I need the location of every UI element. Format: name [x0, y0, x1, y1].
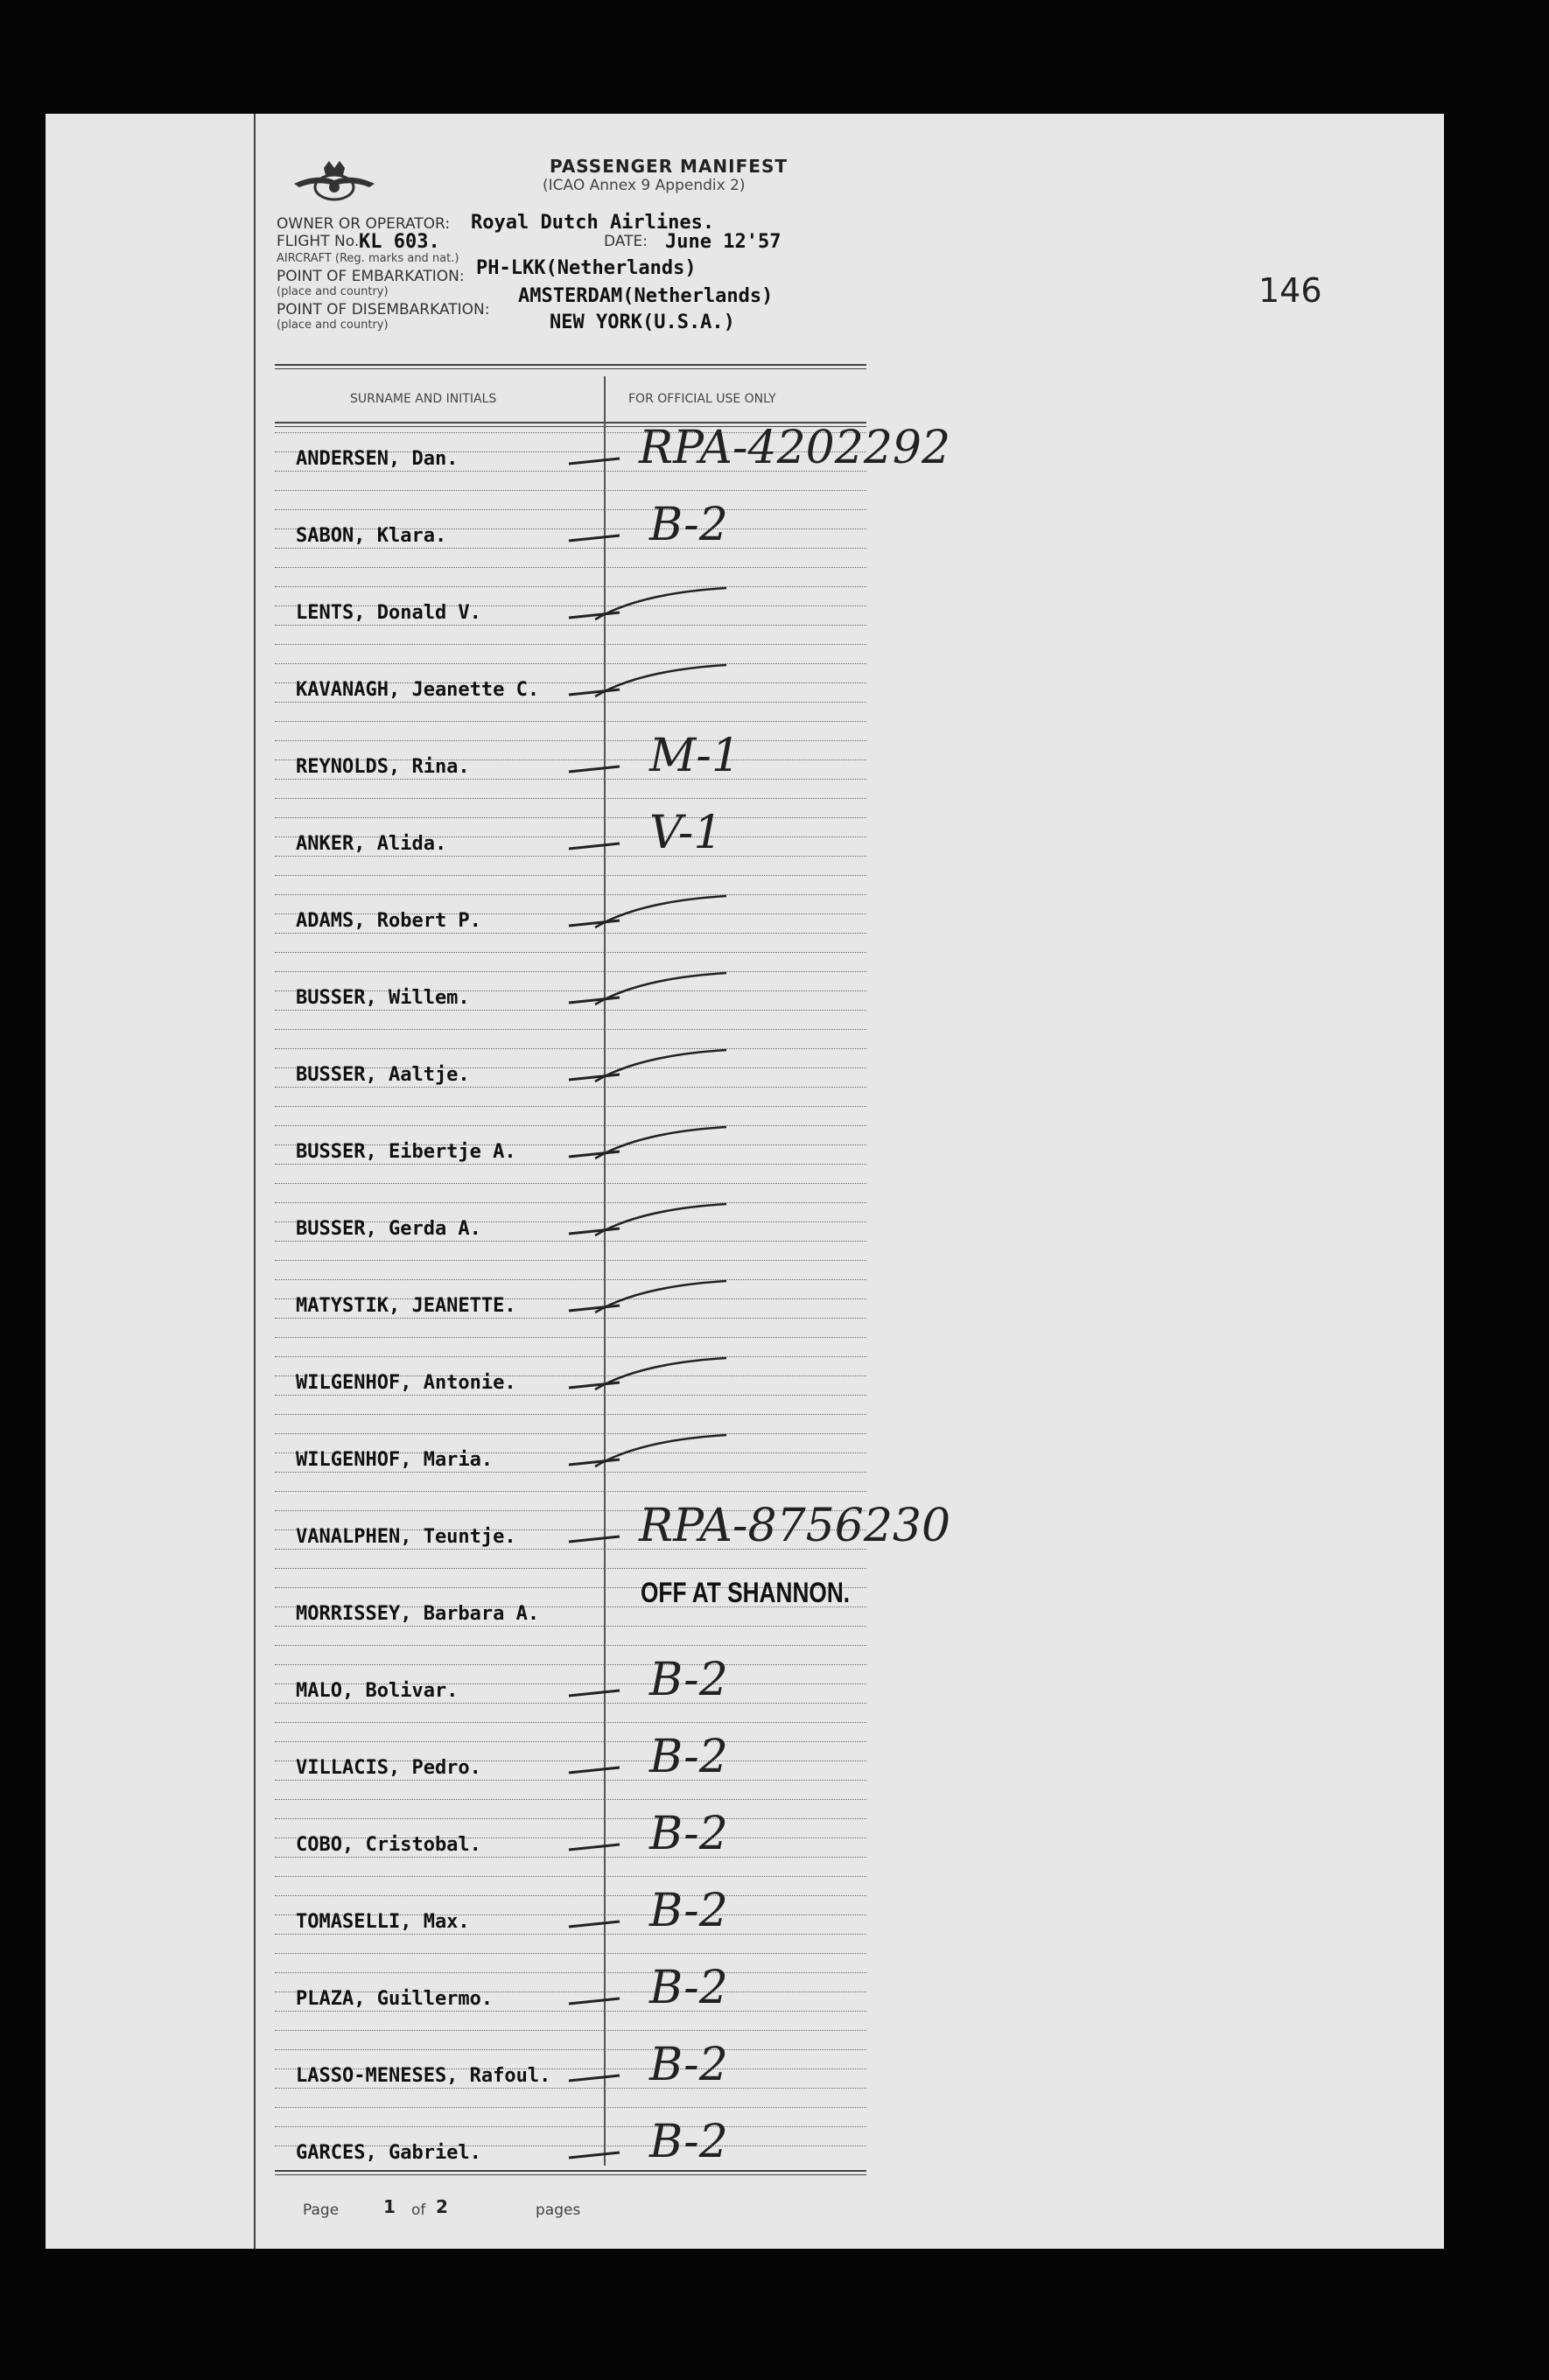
passenger-name: VILLACIS, Pedro.	[296, 1757, 481, 1779]
ruling-line	[275, 1703, 866, 1704]
embarkation-sub: (place and country)	[277, 285, 389, 298]
passenger-name: PLAZA, Guillermo.	[296, 1988, 494, 2010]
ruling-line	[275, 1741, 866, 1742]
ruling-line	[275, 548, 866, 549]
ruling-line	[275, 1799, 866, 1800]
manifest-title: PASSENGER MANIFEST	[550, 156, 788, 177]
footer-page-current: 1	[383, 2196, 396, 2217]
aircraft-label: AIRCRAFT (Reg. marks and nat.)	[277, 252, 459, 265]
ruling-line	[275, 1626, 866, 1627]
ruling-line	[275, 567, 866, 568]
ruling-line	[275, 1818, 866, 1819]
ruling-line	[275, 1895, 866, 1896]
passenger-name: BUSSER, Eibertje A.	[296, 1141, 516, 1163]
ruling-line	[275, 971, 866, 972]
footer-of-label: of	[411, 2202, 426, 2219]
passenger-name: REYNOLDS, Rina.	[296, 756, 470, 778]
official-note: M-1	[649, 730, 740, 782]
column-head-surname: SURNAME AND INITIALS	[350, 392, 497, 406]
disembarkation-label: POINT OF DISEMBARKATION:	[277, 301, 490, 318]
footer-page-label: Page	[303, 2202, 340, 2219]
ruling-line	[275, 1029, 866, 1030]
ruling-line	[275, 1664, 866, 1665]
ruling-line	[275, 702, 866, 703]
ruling-line	[275, 1876, 866, 1877]
official-note: B-2	[649, 1808, 728, 1860]
passenger-name: KAVANAGH, Jeanette C.	[296, 679, 540, 701]
archive-page-number: 146	[1258, 271, 1322, 310]
ruling-line	[275, 1202, 866, 1203]
ruling-line	[275, 1106, 866, 1107]
passenger-name: BUSSER, Aaltje.	[296, 1064, 470, 1086]
manifest-subtitle: (ICAO Annex 9 Appendix 2)	[543, 177, 746, 194]
passenger-name: SABON, Klara.	[296, 525, 447, 547]
ruling-line	[275, 1857, 866, 1858]
aircraft-value: PH-LKK(Netherlands)	[476, 257, 697, 279]
passenger-name: ANDERSEN, Dan.	[296, 448, 459, 470]
ruling-line	[275, 1241, 866, 1242]
ruling-line	[275, 856, 866, 857]
passenger-name: ADAMS, Robert P.	[296, 910, 481, 932]
disembarkation-value: NEW YORK(U.S.A.)	[550, 312, 735, 333]
date-value: June 12'57	[665, 231, 782, 253]
ruling-line	[275, 1645, 866, 1646]
ruling-line	[275, 1087, 866, 1088]
ruling-line	[275, 798, 866, 799]
ruling-line	[275, 1491, 866, 1492]
ruling-line	[275, 1568, 866, 1569]
official-note: B-2	[649, 499, 728, 551]
official-note: B-2	[649, 1885, 728, 1937]
off-at-shannon-stamp: OFF AT SHANNON.	[641, 1577, 851, 1608]
ruling-line	[275, 933, 866, 934]
ruling-line	[275, 1337, 866, 1338]
ruling-line	[275, 740, 866, 741]
ruling-line	[275, 1318, 866, 1319]
ruling-line	[275, 1164, 866, 1165]
ruling-line	[275, 1433, 866, 1434]
date-label: DATE:	[604, 233, 648, 250]
flight-label: FLIGHT No.	[277, 233, 360, 250]
passenger-name: MALO, Bolivar.	[296, 1680, 459, 1702]
passenger-name: LASSO-MENESES, Rafoul.	[296, 2065, 551, 2087]
footer-rule	[275, 2170, 866, 2175]
ruling-line	[275, 1934, 866, 1935]
ruling-line	[275, 1953, 866, 1954]
ruling-line	[275, 1356, 866, 1357]
owner-value: Royal Dutch Airlines.	[471, 212, 715, 234]
ruling-line	[275, 663, 866, 664]
passenger-name: COBO, Cristobal.	[296, 1834, 481, 1856]
ruling-line	[275, 1125, 866, 1126]
ruling-line	[275, 644, 866, 645]
official-note: V-1	[649, 807, 723, 859]
ruling-line	[275, 875, 866, 876]
passenger-name: TOMASELLI, Max.	[296, 1911, 470, 1933]
owner-label: OWNER OR OPERATOR:	[277, 215, 451, 233]
passenger-name: GARCES, Gabriel.	[296, 2142, 481, 2164]
official-note: B-2	[649, 1654, 728, 1706]
ruling-line	[275, 2126, 866, 2127]
ruling-line	[275, 586, 866, 587]
passenger-name: MATYSTIK, JEANETTE.	[296, 1295, 516, 1317]
header-rule	[275, 364, 866, 369]
ruling-line	[275, 490, 866, 491]
ruling-line	[275, 1472, 866, 1473]
form-left-border	[254, 114, 256, 2249]
ruling-line	[275, 2030, 866, 2031]
passenger-name: BUSSER, Willem.	[296, 987, 470, 1009]
ruling-line	[275, 952, 866, 953]
footer-pages-label: pages	[536, 2202, 581, 2219]
footer-page-total: 2	[436, 2196, 448, 2217]
ruling-line	[275, 894, 866, 895]
official-note: RPA-8756230	[639, 1500, 951, 1552]
ruling-line	[275, 817, 866, 818]
official-note: B-2	[649, 1731, 728, 1783]
embarkation-label: POINT OF EMBARKATION:	[277, 268, 465, 285]
passenger-name: BUSSER, Gerda A.	[296, 1218, 481, 1240]
ruling-line	[275, 2011, 866, 2012]
passenger-name: LENTS, Donald V.	[296, 602, 481, 624]
ruling-line	[275, 625, 866, 626]
ruling-line	[275, 1395, 866, 1396]
official-note: B-2	[649, 2039, 728, 2091]
ruling-line	[275, 2049, 866, 2050]
disembarkation-sub: (place and country)	[277, 318, 389, 332]
ruling-line	[275, 1279, 866, 1280]
ruling-line	[275, 1414, 866, 1415]
passenger-manifest-form	[254, 114, 951, 2249]
flight-value: KL 603.	[359, 231, 440, 253]
official-note: B-2	[649, 2116, 728, 2168]
airline-crown-logo	[291, 158, 378, 210]
passenger-name: VANALPHEN, Teuntje.	[296, 1526, 516, 1548]
column-head-official: FOR OFFICIAL USE ONLY	[628, 392, 776, 406]
ruling-line	[275, 721, 866, 722]
passenger-name: MORRISSEY, Barbara A.	[296, 1603, 540, 1625]
ruling-line	[275, 509, 866, 510]
official-note: B-2	[649, 1962, 728, 2014]
ruling-line	[275, 1972, 866, 1973]
passenger-name: WILGENHOF, Maria.	[296, 1449, 494, 1471]
ruling-line	[275, 779, 866, 780]
ruling-line	[275, 2107, 866, 2108]
ruling-line	[275, 2088, 866, 2089]
ruling-line	[275, 1780, 866, 1781]
embarkation-value: AMSTERDAM(Netherlands)	[518, 285, 774, 307]
ruling-line	[275, 1010, 866, 1011]
passenger-name: ANKER, Alida.	[296, 833, 447, 855]
ruling-line	[275, 1722, 866, 1723]
ruling-line	[275, 1048, 866, 1049]
ruling-line	[275, 1260, 866, 1261]
ruling-line	[275, 1183, 866, 1184]
passenger-name: WILGENHOF, Antonie.	[296, 1372, 516, 1394]
official-note: RPA-4202292	[639, 422, 951, 474]
